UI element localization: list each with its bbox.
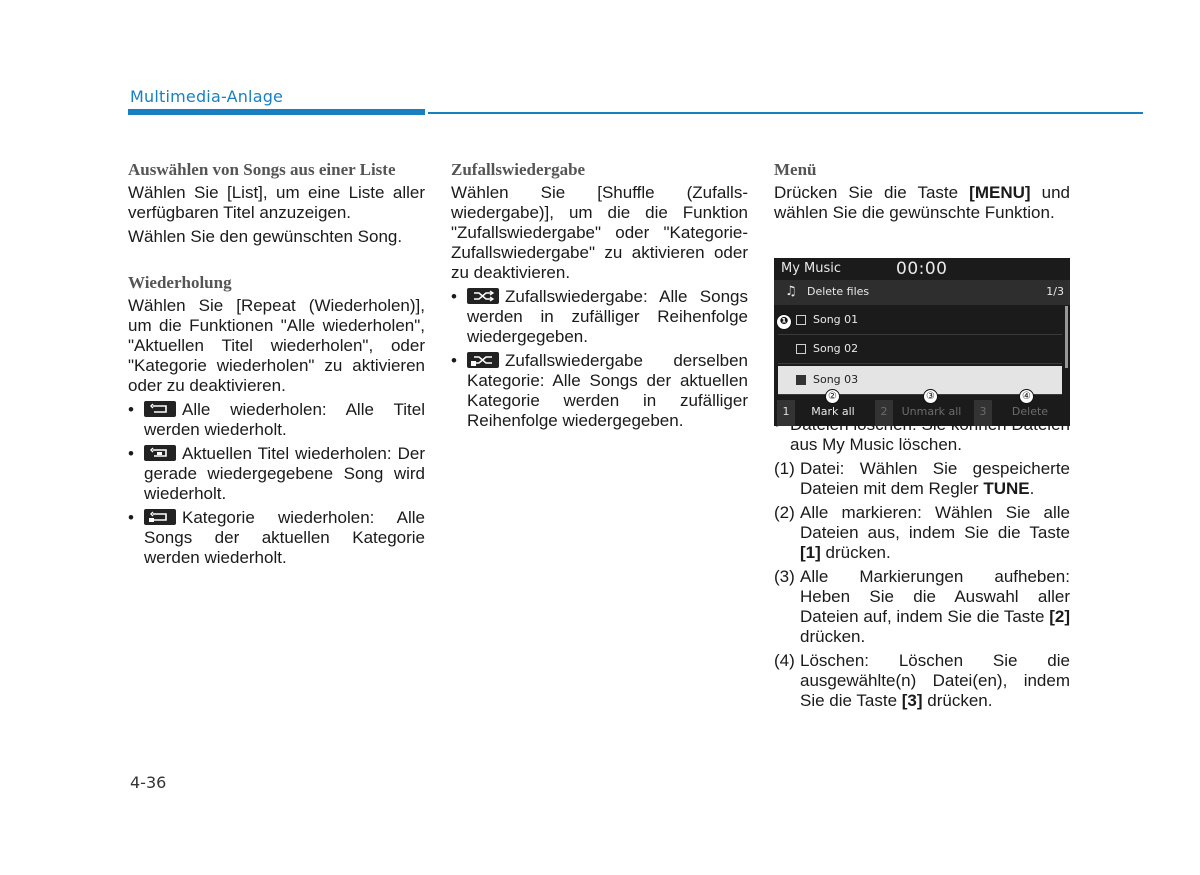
song-title: Song 01 [813, 313, 859, 326]
bullet-item [451, 351, 748, 431]
key-label: [2] [1049, 607, 1070, 626]
section-heading: Menü [774, 160, 817, 179]
section-heading: Zufallswiedergabe [451, 160, 586, 179]
paragraph: Wählen Sie [Shuffle (Zufalls-wiedergabe)], um die die Funktion "Zufallswiedergabe" oder "Kategorie-Zufallswiedergabe" zu aktivieren oder zu deaktivieren. [451, 183, 748, 282]
screen-time: 00:00 [896, 259, 948, 279]
song-row[interactable] [778, 335, 1062, 364]
bullet-text: Aktuellen Titel wiederholen: Der gerade wiedergegebene Song wird wiederholt. [144, 444, 425, 503]
header-bar [128, 109, 425, 115]
button-number: 2 [875, 400, 893, 426]
header-title: Multimedia-Anlage [130, 87, 284, 106]
bullet-item [451, 287, 748, 347]
paragraph: Wählen Sie [List], um eine Liste aller verfügbaren Titel anzuzeigen. [128, 183, 425, 222]
bullet-item [128, 400, 425, 440]
text: drücken. [820, 543, 891, 562]
callout-2: ② [825, 389, 840, 404]
section-heading: Wiederholung [128, 273, 232, 292]
item-number: (2) [774, 503, 795, 522]
song-title: Song 02 [813, 342, 859, 355]
numbered-item [774, 503, 1070, 563]
column-1 [128, 160, 425, 572]
bullet-dot: • [451, 351, 457, 370]
bullet-item [128, 444, 425, 504]
repeat-category-icon [144, 509, 176, 525]
callout-4: ④ [1019, 389, 1034, 404]
page-indicator: 1/3 [1046, 285, 1064, 298]
callout-3: ③ [923, 389, 938, 404]
header-rule [428, 112, 1143, 114]
paragraph [774, 183, 1070, 223]
column-2 [451, 160, 748, 435]
button-number: 3 [974, 400, 992, 426]
text: Alle markieren: Wählen Sie alle Dateien aus, indem Sie die Taste [800, 503, 1070, 542]
numbered-item [774, 651, 1070, 711]
delete-button[interactable]: Delete [1011, 405, 1049, 418]
bullet-text: Alle wiederholen: Alle Titel werden wiederholt. [144, 400, 425, 439]
item-number: (1) [774, 459, 795, 478]
mark-all-button[interactable]: Mark all [811, 405, 855, 418]
shuffle-icon [467, 288, 499, 304]
song-row[interactable] [778, 306, 1062, 335]
bullet-text: Zufallswiedergabe derselben Kategorie: Alle Songs der aktuellen Kategorie werden in zufälliger Reihenfolge wiedergegeben. [467, 351, 748, 430]
song-title: Song 03 [813, 373, 859, 386]
text: . [1029, 479, 1035, 498]
music-note-icon: ♫ [785, 284, 797, 299]
delete-files-bar [774, 280, 1070, 305]
key-label: [1] [800, 543, 821, 562]
bullet-dot: • [451, 287, 457, 306]
text: Alle Markierungen aufheben: Heben Sie die Auswahl aller Dateien auf, indem Sie die Taste [800, 567, 1070, 626]
menu-key: [MENU] [969, 183, 1031, 202]
bullet-item [128, 508, 425, 568]
shuffle-category-icon [467, 352, 499, 368]
key-label: [3] [901, 691, 923, 710]
paragraph: Wählen Sie den gewünschten Song. [128, 227, 403, 246]
text: und wählen Sie die gewünschte Funktion. [774, 183, 1070, 222]
delete-files-label: Delete files [807, 285, 870, 298]
text: drücken. [922, 691, 993, 710]
repeat-one-icon [144, 445, 176, 461]
numbered-item [774, 567, 1070, 647]
bullet-text: Kategorie wiederholen: Alle Songs der aktuellen Kategorie werden wiederholt. [144, 508, 425, 567]
bullet-dot: • [128, 400, 134, 419]
unmark-all-button[interactable]: Unmark all [901, 405, 962, 418]
item-number: (3) [774, 567, 795, 586]
checkbox[interactable] [796, 344, 806, 354]
text: drücken. [800, 627, 866, 646]
page-number: 4-36 [130, 773, 167, 792]
song-row-selected[interactable] [778, 366, 1062, 395]
bullet-dot: • [128, 444, 134, 463]
scrollbar[interactable] [1065, 306, 1068, 368]
checkbox-checked[interactable] [796, 375, 806, 385]
key-label: TUNE [983, 479, 1030, 498]
screen-title: My Music [781, 261, 842, 276]
section-heading: Auswählen von Songs aus einer Liste [128, 160, 396, 179]
numbered-item [774, 459, 1070, 499]
item-number: (4) [774, 651, 795, 670]
paragraph: Wählen Sie [Repeat (Wiederholen)], um die Funktionen "Alle wiederholen", "Aktuellen Titel wiederholen", oder "Kategorie wiederholen" zu aktivieren oder zu deaktivieren. [128, 296, 425, 395]
checkbox[interactable] [796, 315, 806, 325]
column-3 [774, 160, 1070, 715]
text: Drücken Sie die Taste [774, 183, 970, 202]
callout-1: ❶ [776, 314, 792, 330]
text: Datei: Wählen Sie gespeicherte Dateien mit dem Regler [800, 459, 1070, 498]
bullet-text: Zufallswiedergabe: Alle Songs werden in zufälliger Reihenfolge wiedergegeben. [467, 287, 748, 346]
repeat-all-icon [144, 401, 176, 417]
button-number: 1 [777, 400, 795, 426]
bullet-text: aus My Music löschen. [790, 435, 962, 454]
text: Löschen: Löschen Sie die ausgewählte(n) Datei(en), indem Sie die Taste [800, 651, 1070, 710]
bullet-dot: • [128, 508, 134, 527]
